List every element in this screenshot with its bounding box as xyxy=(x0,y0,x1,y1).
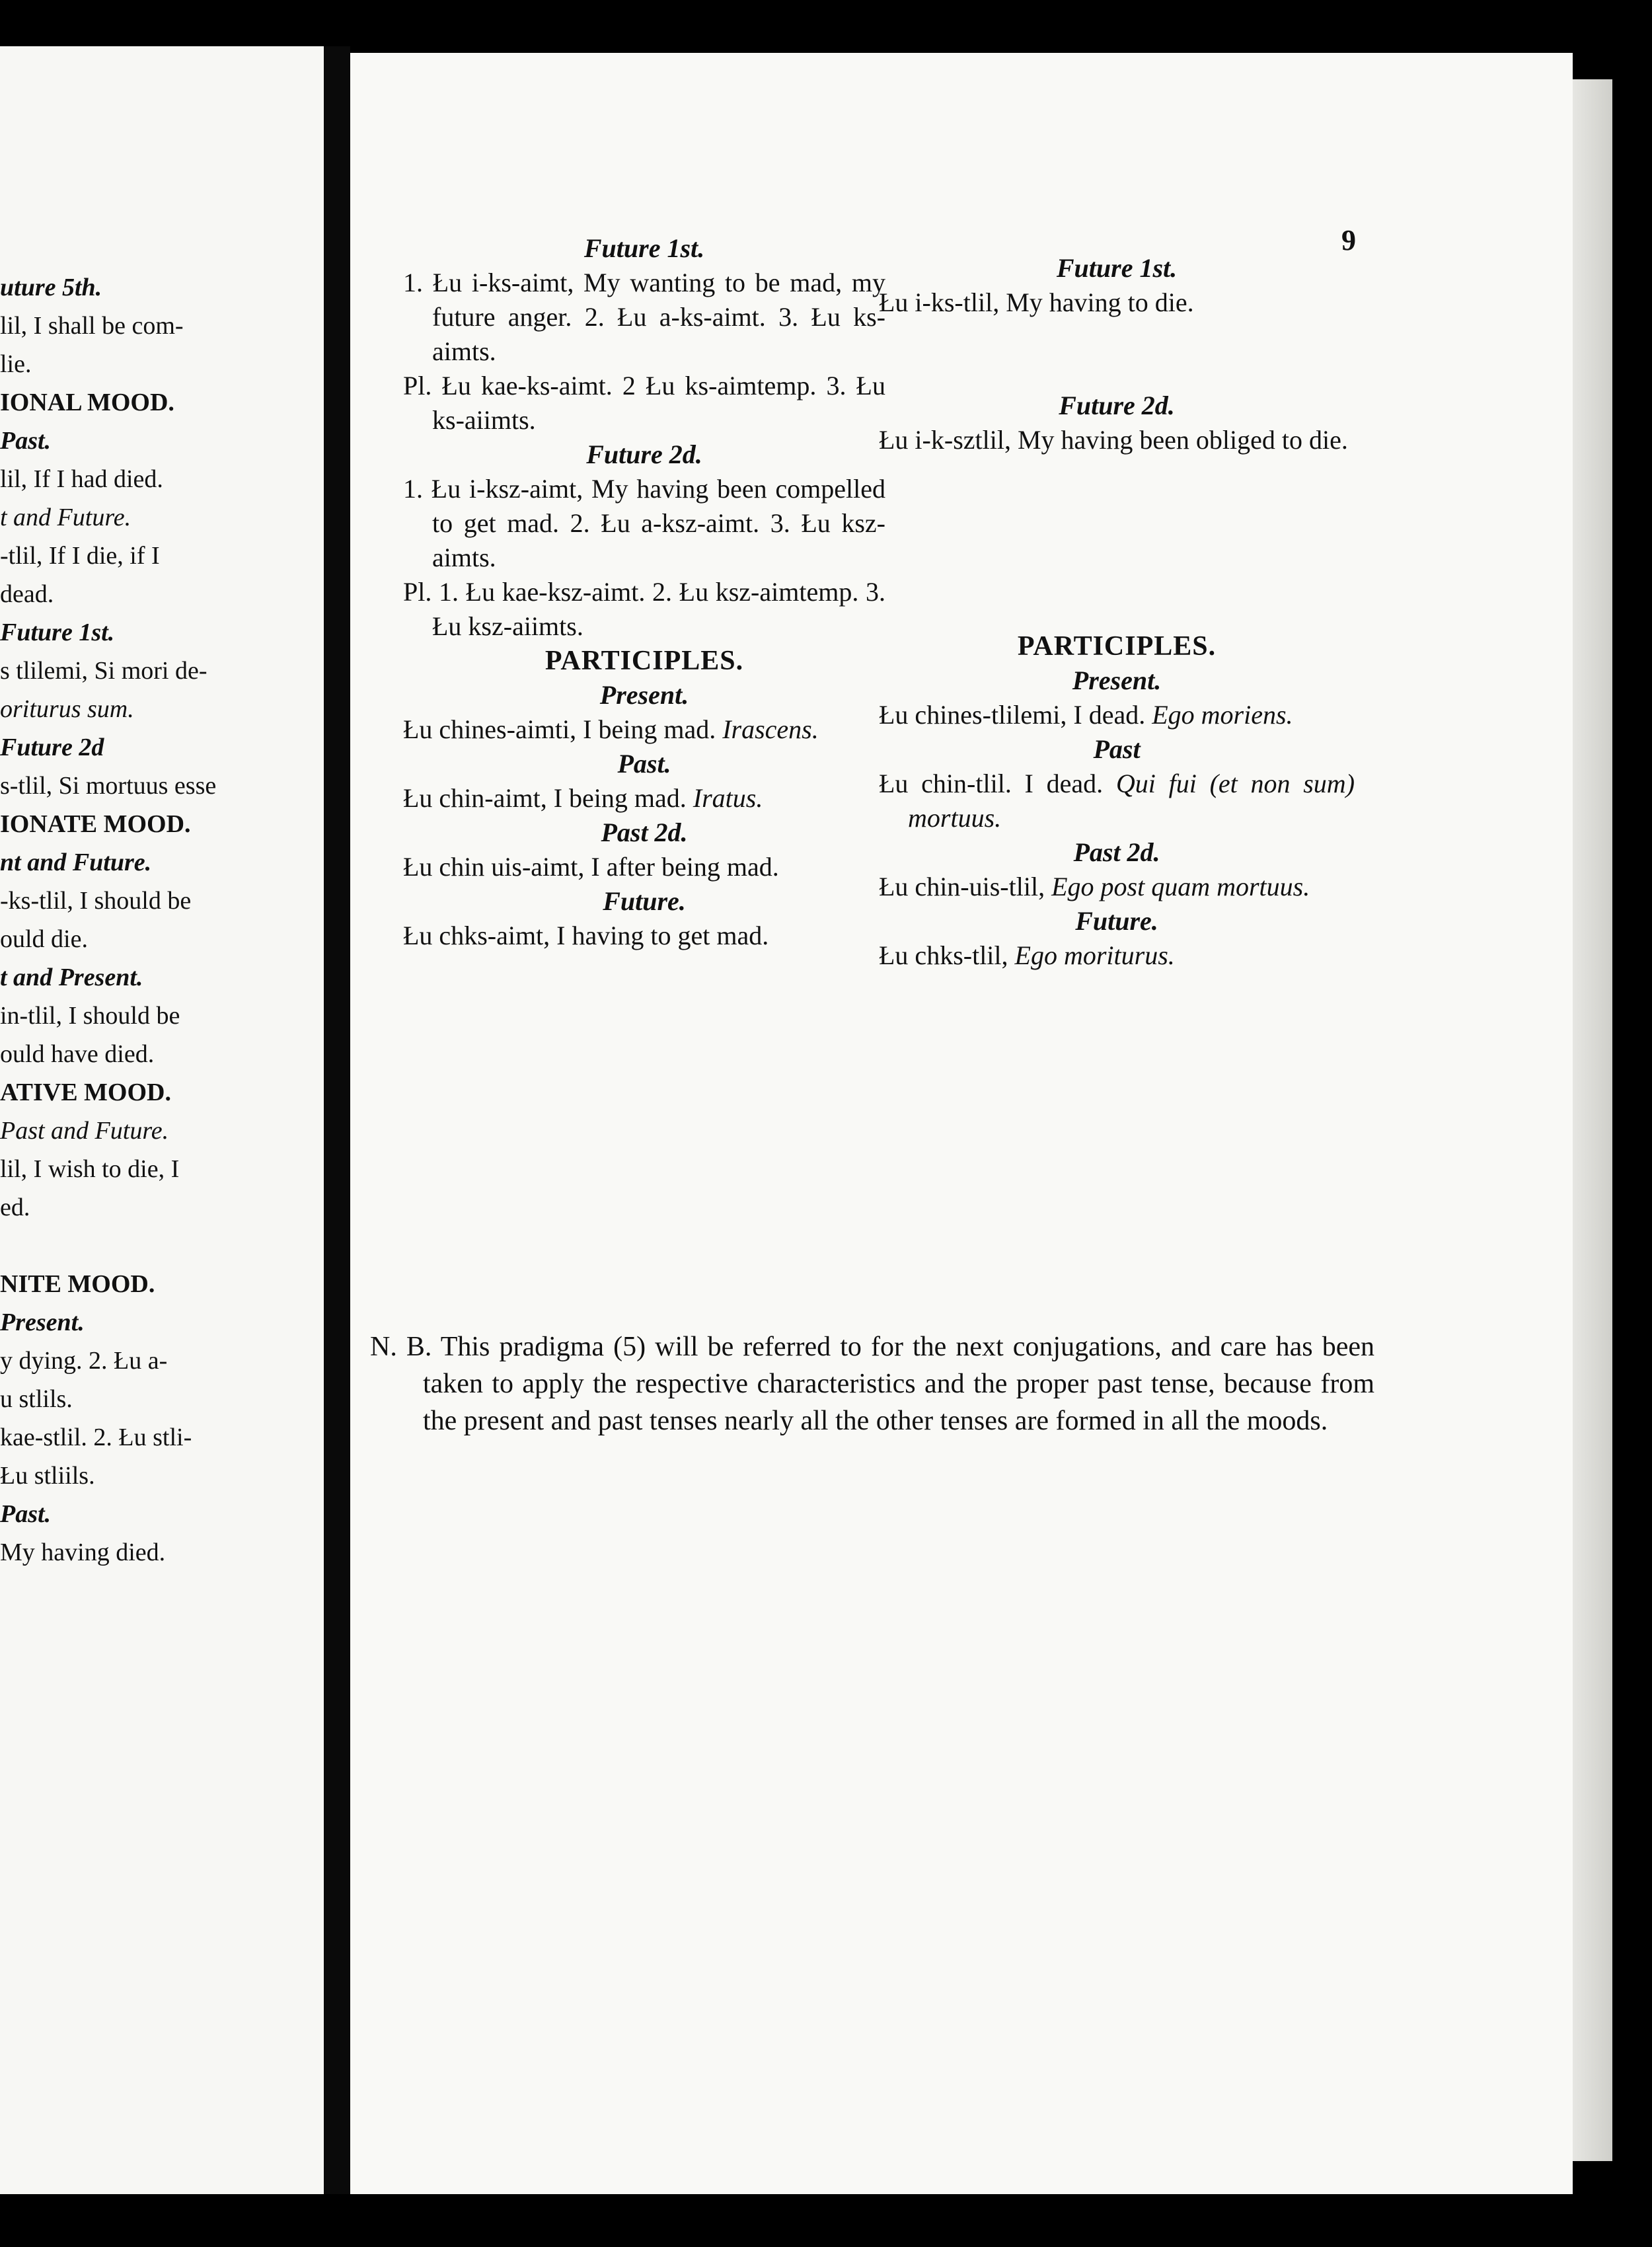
left-fragment-line: kae-stlil. 2. Łu stli- xyxy=(0,1424,192,1451)
present-latin: Ego moriens. xyxy=(1152,700,1293,730)
page-edge xyxy=(1573,79,1612,2161)
right-column xyxy=(879,251,1355,973)
left-fragment-line: lie. xyxy=(0,350,32,378)
past-text: Łu chin-tlil. I dead. xyxy=(879,769,1104,798)
left-fragment-line: in-tlil, I should be xyxy=(0,1002,180,1030)
future-heading: Future. xyxy=(1075,906,1158,936)
future-1st-text: 1. Łu i-ks-aimt, My wanting to be mad, my future anger. 2. Łu a-ks-aimt. 3. Łu ks-aimts. xyxy=(403,268,885,366)
future-text: Łu chks-tlil, xyxy=(879,940,1008,970)
left-fragment-line: Past. xyxy=(0,1500,52,1528)
footnote-nb: N. B. This pradigma (5) will be referred to for the next conjugations, and care has been taken to apply the respective characteristics and the proper past tense, because from the present and past tenses nearly all the other tenses are formed in all the moods. xyxy=(370,1332,1374,1436)
future-2d-heading: Future 2d. xyxy=(1059,391,1175,420)
participles-heading: PARTICIPLES. xyxy=(1017,631,1217,662)
left-fragment-line: Past and Future. xyxy=(0,1117,169,1145)
left-fragment-line: Future 1st. xyxy=(0,619,115,646)
left-fragment-line: ed. xyxy=(0,1194,30,1221)
left-column xyxy=(403,231,885,953)
present-latin: Irascens. xyxy=(722,714,819,744)
present-entry xyxy=(403,712,885,747)
past-text: Łu chin-aimt, I being mad. xyxy=(403,783,687,813)
left-fragment-line: ATIVE MOOD. xyxy=(0,1079,171,1106)
present-heading: Present. xyxy=(599,680,689,710)
left-fragment-line: lil, I wish to die, I xyxy=(0,1155,180,1183)
left-fragment-line: Future 2d xyxy=(0,734,104,761)
future-1st-plural: Pl. Łu kae-ks-aimt. 2 Łu ks-aimtemp. 3. Łu ks-aiimts. xyxy=(403,371,885,435)
page-number: 9 xyxy=(1341,224,1356,256)
future-latin: Ego moriturus. xyxy=(1014,940,1175,970)
left-fragment-line: uture 5th. xyxy=(0,274,102,301)
left-fragment-line: lil, I shall be com- xyxy=(0,312,184,340)
left-fragment-line: nt and Future. xyxy=(0,849,152,876)
future-entry xyxy=(879,938,1355,973)
left-fragment-line: NITE MOOD. xyxy=(0,1270,155,1298)
past-2d-entry xyxy=(879,870,1355,904)
past-2d-text: Łu chin uis-aimt, I after being mad. xyxy=(403,852,779,882)
past-latin: Qui fui (et non sum) mortuus. xyxy=(908,769,1355,833)
future-text: Łu chks-aimt, I having to get mad. xyxy=(403,921,769,950)
future-1st-text: Łu i-ks-tlil, My having to die. xyxy=(879,287,1194,317)
future-2d-plural: Pl. 1. Łu kae-ksz-aimt. 2. Łu ksz-aimtemp. 3. Łu ksz-aiimts. xyxy=(403,577,885,641)
future-2d-text: 1. Łu i-ksz-aimt, My having been compelled to get mad. 2. Łu a-ksz-aimt. 3. Łu ksz-aimts. xyxy=(403,474,885,572)
past-heading: Past xyxy=(1093,734,1141,764)
left-page-fragment xyxy=(0,46,324,2194)
left-fragment-line: dead. xyxy=(0,580,54,608)
future-2d-text: Łu i-k-sztlil, My having been obliged to die. xyxy=(879,425,1348,455)
left-fragment-line: IONAL MOOD. xyxy=(0,389,174,416)
left-fragment-line: -ks-tlil, I should be xyxy=(0,887,192,915)
left-fragment-line: oriturus sum. xyxy=(0,695,134,723)
present-text: Łu chines-tlilemi, I dead. xyxy=(879,700,1146,730)
left-fragment-line: -tlil, If I die, if I xyxy=(0,542,160,570)
left-fragment-line: ould have died. xyxy=(0,1040,155,1068)
left-fragment-line: u stlils. xyxy=(0,1385,73,1413)
left-fragment-line: s tlilemi, Si mori de- xyxy=(0,657,207,685)
past-latin: Iratus. xyxy=(693,783,763,813)
left-fragment-line: s-tlil, Si mortuus esse xyxy=(0,772,217,800)
left-fragment-line: Łu stliils. xyxy=(0,1462,95,1490)
left-fragment-line: Present. xyxy=(0,1309,85,1336)
past-heading: Past. xyxy=(617,749,671,779)
past-2d-heading: Past 2d. xyxy=(1073,837,1160,867)
left-fragment-line: y dying. 2. Łu a- xyxy=(0,1347,168,1375)
present-text: Łu chines-aimti, I being mad. xyxy=(403,714,716,744)
left-fragment-line: ould die. xyxy=(0,925,88,953)
book-gutter xyxy=(324,46,350,2194)
future-1st-heading: Future 1st. xyxy=(583,233,705,263)
left-fragment-line: Past. xyxy=(0,427,52,455)
present-heading: Present. xyxy=(1072,666,1162,695)
past-entry xyxy=(403,781,885,816)
left-fragment-line: My having died. xyxy=(0,1539,166,1566)
main-page xyxy=(350,53,1573,2194)
future-1st-heading: Future 1st. xyxy=(1056,253,1178,283)
past-entry xyxy=(879,767,1355,835)
participles-heading: PARTICIPLES. xyxy=(544,646,744,676)
past-2d-heading: Past 2d. xyxy=(601,818,688,847)
present-entry xyxy=(879,698,1355,732)
left-fragment-line: lil, If I had died. xyxy=(0,465,163,493)
future-heading: Future. xyxy=(603,886,686,916)
left-fragment-line: IONATE MOOD. xyxy=(0,810,191,838)
left-fragment-line: t and Future. xyxy=(0,504,131,531)
left-fragment-line: t and Present. xyxy=(0,964,143,991)
past-2d-text: Łu chin-uis-tlil, xyxy=(879,872,1045,901)
future-2d-heading: Future 2d. xyxy=(586,439,702,469)
past-2d-latin: Ego post quam mortuus. xyxy=(1051,872,1310,901)
